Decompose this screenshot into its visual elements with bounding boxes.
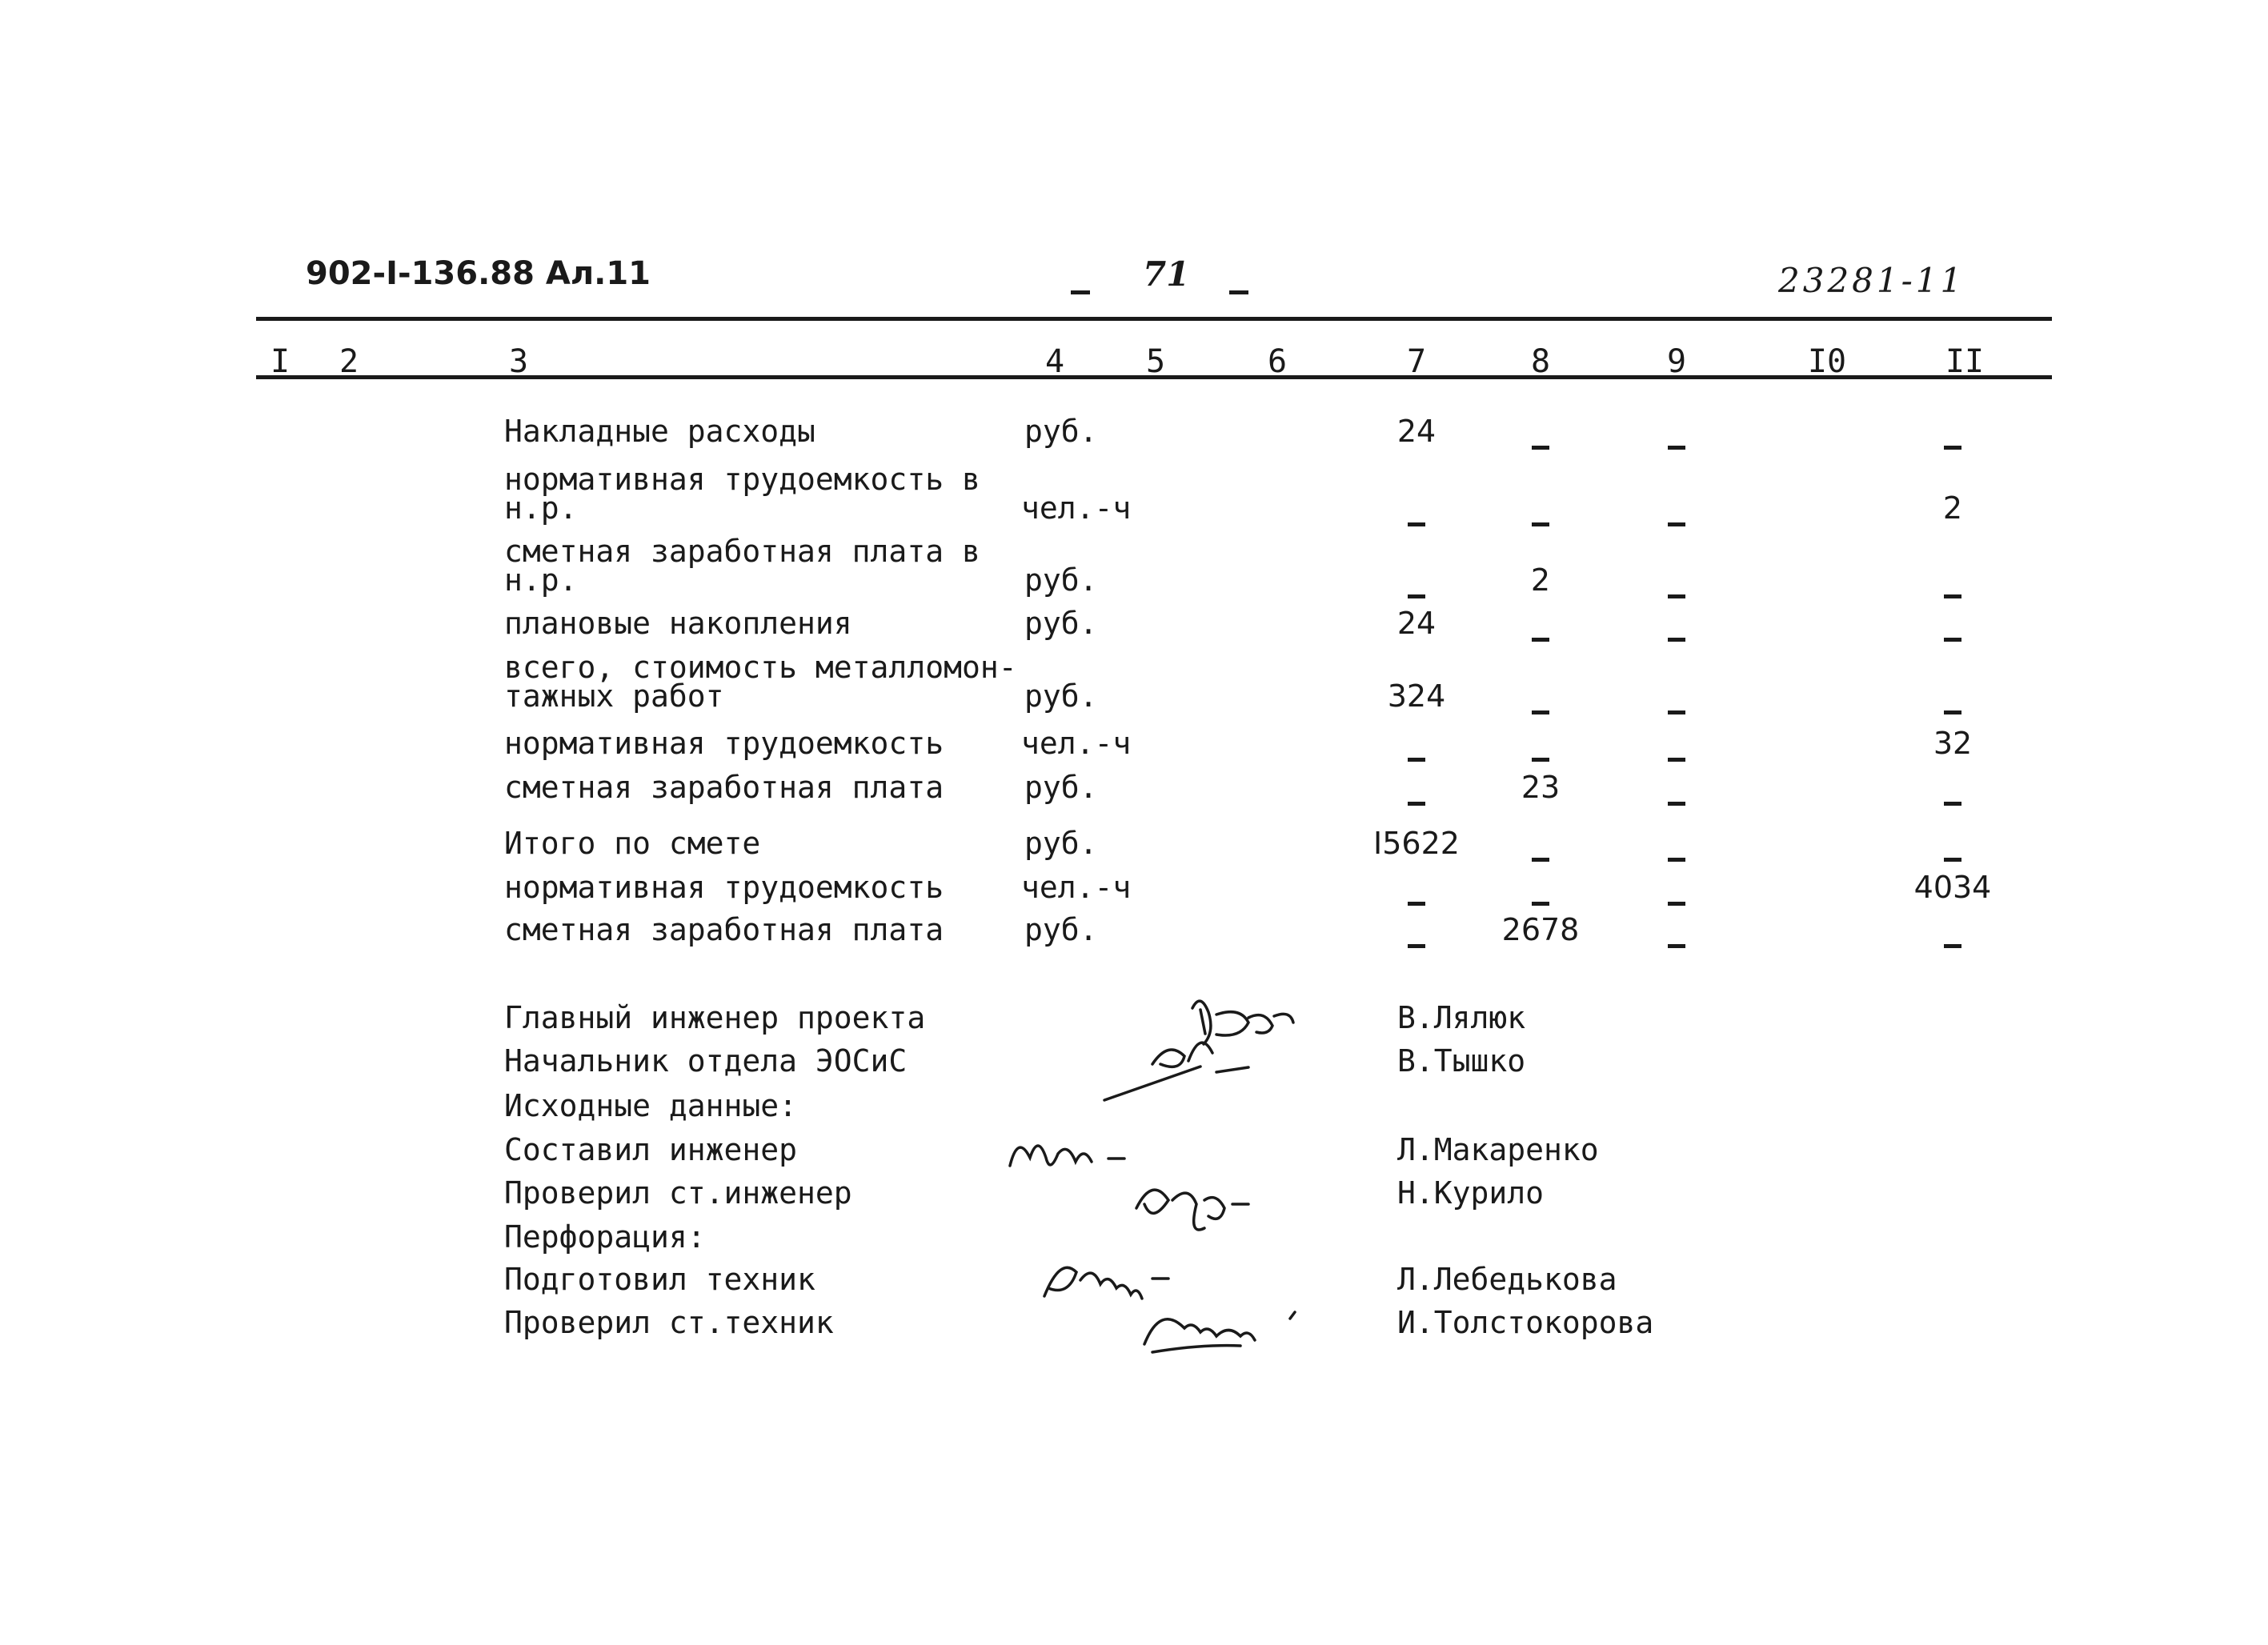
row-name: сметная заработная плата [504,912,944,947]
row-name: сметная заработная плата в [504,534,980,569]
column-header: 6 [1267,343,1288,380]
column-header: I0 [1807,343,1847,380]
archive-number: 23281-11 [1778,261,1965,300]
signature-role: Проверил ст.инженер [504,1175,852,1211]
row-value-c8: 2 [1530,562,1551,598]
column-header: 9 [1666,343,1687,380]
column-header: 8 [1530,343,1551,380]
row-unit: руб. [1024,414,1098,449]
signature-role: Исходные данные: [504,1088,798,1123]
row-unit: руб. [1024,826,1098,861]
row-unit: руб. [1024,912,1098,947]
row-name: нормативная трудоемкость в [504,462,980,497]
signature-role: Начальник отдела ЭОСиС [504,1043,908,1079]
row-value-c7: 324 [1387,678,1446,714]
row-value-c7: 24 [1396,414,1437,449]
column-header: 5 [1145,343,1166,380]
row-value-c11: 2 [1942,490,1963,526]
column-header: 2 [339,343,359,380]
row-unit: чел.-ч [1021,490,1132,526]
row-value-c8: 2678 [1501,912,1580,947]
row-name: нормативная трудоемкость [504,870,944,905]
doc-code: 902-I-136.88 Ал.11 [306,255,651,292]
row-unit: руб. [1024,770,1098,805]
signature-person: И.Толстокорова [1397,1305,1654,1340]
row-unit: руб. [1024,562,1098,598]
column-header: 7 [1406,343,1427,380]
signature-role: Главный инженер проекта [504,1000,926,1035]
signature-person: В.Тышко [1397,1043,1526,1079]
row-value-c11: 4034 [1913,870,1992,905]
signature-role: Составил инженер [504,1132,798,1167]
row-name: сметная заработная плата [504,770,944,805]
page-number: 71 [1143,254,1190,294]
signature-role: Подготовил техник [504,1262,815,1297]
signature-person: Н.Курило [1397,1175,1545,1211]
row-unit: руб. [1024,606,1098,641]
row-name: плановые накопления [504,606,852,641]
row-name: тажных работ [504,678,724,714]
row-name: Накладные расходы [504,414,815,449]
row-unit: руб. [1024,678,1098,714]
row-name: всего, стоимость металломон- [504,650,1017,685]
signature-role: Перфорация: [504,1219,706,1255]
column-header: 4 [1044,343,1065,380]
row-name: нормативная трудоемкость [504,726,944,761]
row-value-c8: 23 [1521,770,1561,805]
row-name: Итого по смете [504,826,761,861]
row-value-c7: 24 [1396,606,1437,641]
signature-role: Проверил ст.техник [504,1305,834,1340]
row-value-c7: I5622 [1373,826,1460,861]
column-header: II [1945,343,1985,380]
signature-person: Л.Лебедькова [1397,1262,1617,1297]
row-unit: чел.-ч [1021,870,1132,905]
row-name: н.р. [504,562,578,598]
signature-person: Л.Макаренко [1397,1132,1599,1167]
row-name: н.р. [504,490,578,526]
row-unit: чел.-ч [1021,726,1132,761]
row-value-c11: 32 [1933,726,1973,761]
column-header: 3 [508,343,529,380]
signature-person: В.Лялюк [1397,1000,1526,1035]
column-header: I [270,343,291,380]
